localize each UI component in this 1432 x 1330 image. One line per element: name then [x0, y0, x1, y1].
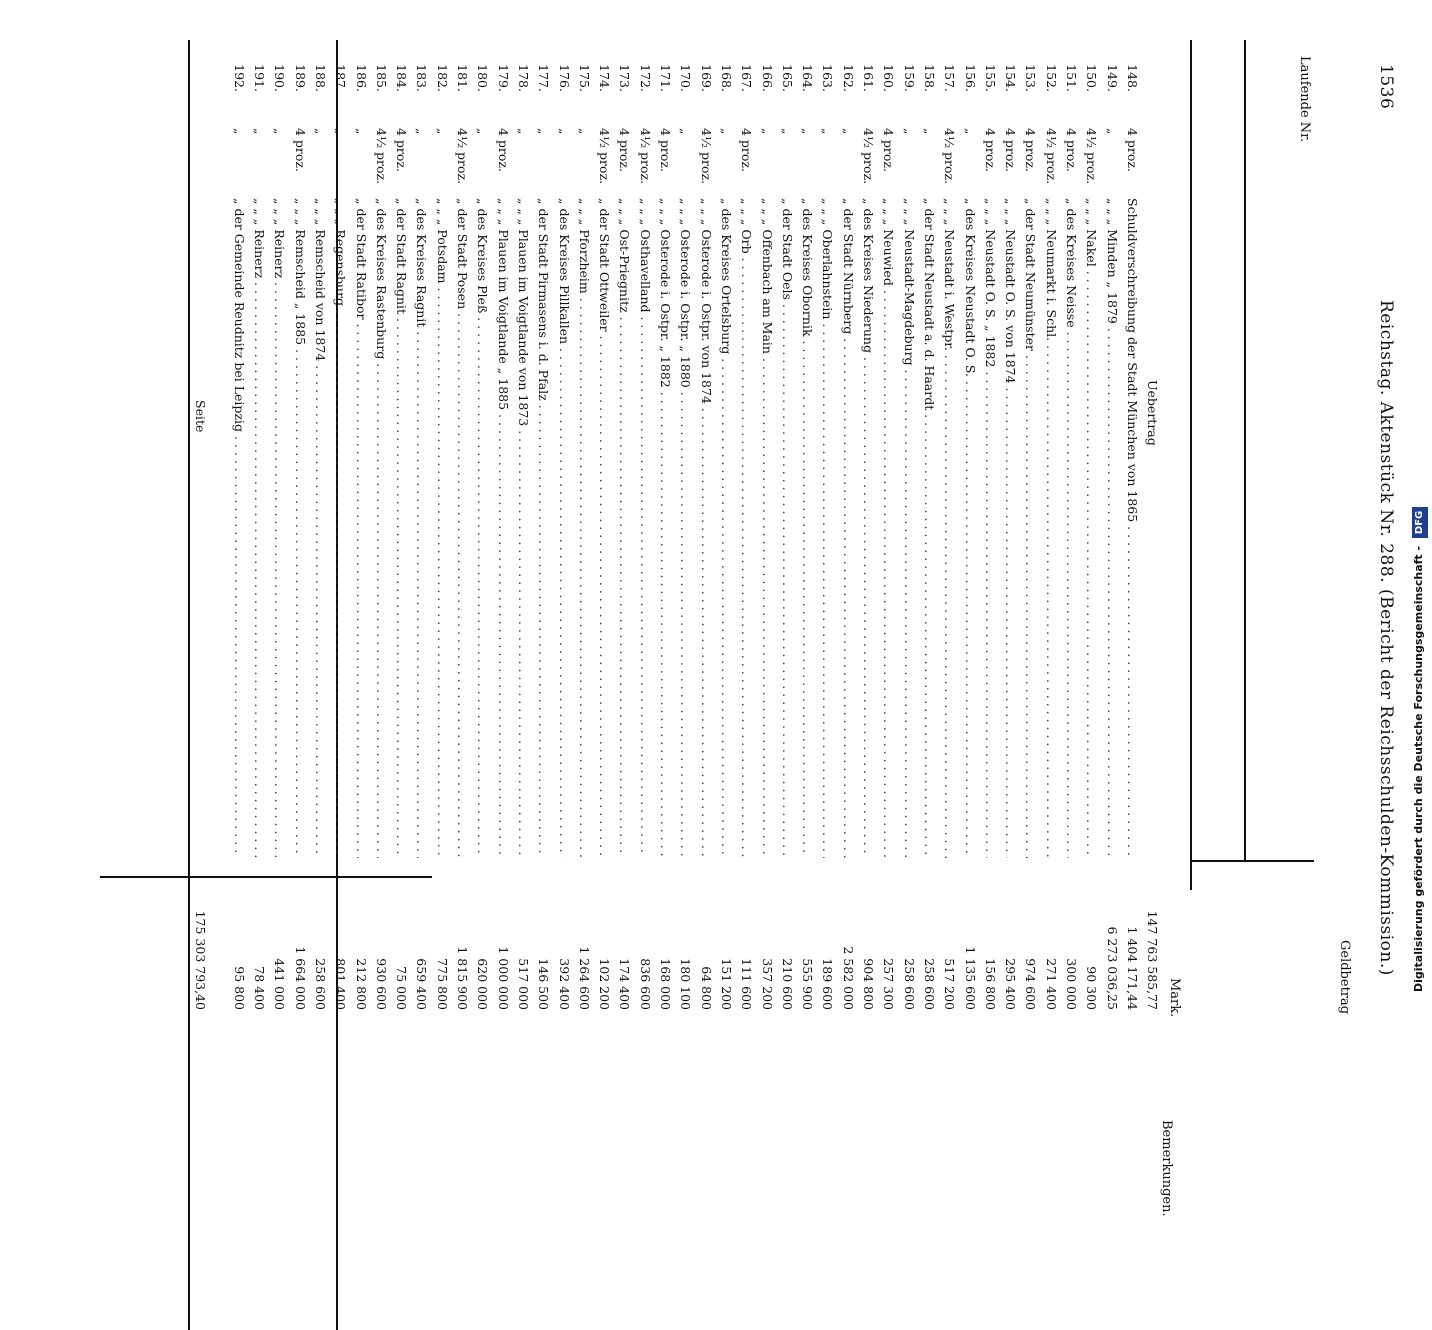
row-description: „ „ „ Reinerz . . .	[249, 198, 269, 858]
row-rate: 4 proz.	[739, 128, 755, 172]
row-number: 186.	[353, 64, 369, 92]
row-rate: „	[922, 128, 937, 135]
row-number: 181.	[455, 64, 471, 92]
table-row	[899, 0, 919, 1010]
row-number: 173.	[617, 64, 633, 92]
table-row	[1041, 0, 1061, 1010]
row-number: 187.	[333, 64, 349, 92]
table-row	[1081, 0, 1101, 1010]
row-description: „ des Kreises Rastenburg . . .	[371, 198, 391, 858]
column-header-unit: Mark.	[1167, 978, 1182, 1018]
row-number: 154.	[1003, 64, 1019, 92]
digitization-credit	[1408, 0, 1430, 992]
row-amount: 357 200	[759, 958, 775, 1010]
row-rate: „	[678, 128, 694, 135]
row-rate: 4½ proz.	[637, 128, 653, 185]
row-rate: „	[231, 128, 247, 135]
carry-forward-label: Uebertrag	[1145, 380, 1160, 446]
row-number: 157.	[942, 64, 958, 92]
row-number: 170.	[678, 64, 694, 92]
row-description: „ des Kreises Neisse . . .	[1061, 198, 1081, 858]
row-amount: 392 400	[556, 958, 572, 1010]
row-description: „ „ „ Ost-Priegnitz . . .	[615, 198, 635, 858]
row-amount: 555 900	[800, 958, 816, 1010]
row-rate: 4½ proz.	[942, 128, 958, 185]
row-number: 159.	[901, 64, 917, 92]
row-amount: 156 800	[982, 958, 998, 1010]
row-number: 184.	[394, 64, 410, 92]
row-number: 156.	[962, 64, 978, 92]
row-number: 189.	[292, 64, 308, 92]
row-description: „ „ „ Neumarkt i. Schl. . . .	[1041, 198, 1061, 858]
table-row	[574, 0, 594, 1010]
row-amount: 1 000 000	[495, 946, 511, 1010]
number-column-end-rule	[1190, 860, 1314, 862]
row-number: 148.	[1125, 64, 1140, 92]
row-number: 183.	[414, 64, 430, 92]
row-number: 162.	[840, 64, 856, 92]
row-number: 192.	[231, 64, 247, 92]
row-description: „ der Gemeinde Reudnitz bei Leipzig . . .	[229, 198, 249, 858]
row-rate: „	[414, 128, 430, 135]
header-bottom-rule	[1191, 40, 1193, 890]
row-description: „ der Stadt Neustadt a. d. Haardt . . .	[919, 198, 939, 858]
table-row	[716, 0, 736, 1010]
table-row	[412, 0, 432, 1010]
row-description: „ „ „ Osterode i. Ostpr. von 1874 . . .	[696, 198, 716, 858]
row-description: „ des Kreises Neustadt O. S. . . .	[960, 198, 980, 858]
row-amount: 257 300	[881, 958, 897, 1010]
row-number: 171.	[658, 64, 674, 92]
table-row	[1061, 0, 1081, 1010]
row-description: „ „ „ Osthavelland . . .	[635, 198, 655, 858]
row-amount: 174 400	[617, 958, 633, 1010]
row-rate: „	[313, 128, 328, 135]
row-amount: 168 000	[658, 958, 674, 1010]
row-rate: „	[840, 128, 856, 135]
table-row	[675, 0, 695, 1010]
row-rate: 4 proz.	[292, 128, 308, 172]
row-number: 151.	[1064, 64, 1080, 92]
row-description: „ „ „ Plauen im Voigtlande von 1873 . . .	[513, 198, 533, 858]
row-rate: „	[556, 128, 572, 135]
table-row	[371, 0, 391, 1010]
row-rate: „	[901, 128, 917, 135]
table-row	[432, 0, 452, 1010]
table-row	[493, 0, 513, 1010]
row-rate: 4½ proz.	[373, 128, 389, 185]
column-header-amount: Geldbetrag	[1337, 940, 1352, 1015]
row-amount: 517 200	[942, 958, 958, 1010]
row-description: „ „ „ Osterode i. Ostpr. „ 1882 . . .	[655, 198, 675, 858]
row-description: „ „ „ Oberlahnstein . . .	[818, 198, 838, 858]
dfg-logo: DFG	[1412, 507, 1428, 538]
row-rate: 4½ proz.	[861, 128, 877, 185]
row-number: 164.	[800, 64, 816, 92]
row-amount: 1 264 600	[576, 946, 592, 1010]
row-number: 172.	[637, 64, 653, 92]
row-description: „ des Kreises Ortelsburg . . .	[716, 198, 736, 858]
row-number: 174.	[597, 64, 613, 92]
row-rate: 4 proz.	[495, 128, 511, 172]
row-rate: „	[475, 128, 491, 135]
row-amount: 2 582 000	[840, 946, 856, 1010]
carry-forward-amount: 147 763 585,77	[1145, 910, 1160, 1010]
row-rate: „	[536, 128, 552, 135]
row-amount: 146 500	[536, 958, 552, 1010]
row-amount: 441 000	[272, 958, 288, 1010]
row-number: 179.	[495, 64, 511, 92]
table-row	[818, 0, 838, 1010]
row-rate: 4 proz.	[394, 128, 410, 172]
table-row	[960, 0, 980, 1010]
row-description: „ „ „ Osterode i. Ostpr. „ 1880 . . .	[675, 198, 695, 858]
row-number: 150.	[1084, 64, 1100, 92]
row-description: „ „ „ Potsdam . . .	[432, 198, 452, 858]
row-description: „ „ „ Neustadt O. S. von 1874 . . .	[1000, 198, 1020, 858]
table-row	[655, 0, 675, 1010]
row-rate: „	[759, 128, 775, 135]
row-description: „ des Kreises Pleß . . .	[472, 198, 492, 858]
row-amount: 930 600	[373, 958, 389, 1010]
row-number: 166.	[759, 64, 775, 92]
table-row	[533, 0, 553, 1010]
column-header-number: Laufende Nr.	[1297, 56, 1312, 143]
table-row	[472, 0, 492, 1010]
row-description: „ des Kreises Obornik . . .	[797, 198, 817, 858]
row-description: „ „ „ Neuwied . . .	[878, 198, 898, 858]
table-row	[635, 0, 655, 1010]
table-row	[310, 0, 330, 1010]
carry-forward-row	[1142, 0, 1162, 1010]
table-row	[615, 0, 635, 1010]
table-row	[1021, 0, 1041, 1010]
row-amount: 189 600	[820, 958, 836, 1010]
row-amount: 904 800	[861, 958, 877, 1010]
row-rate: „	[1104, 128, 1120, 135]
table-row	[696, 0, 716, 1010]
row-number: 190.	[272, 64, 288, 92]
row-number: 177.	[536, 64, 552, 92]
row-description: „ „ „ Neustadt i. Westpr. . . .	[939, 198, 959, 858]
row-rate: 4½ proz.	[597, 128, 613, 185]
row-number: 168.	[719, 64, 734, 92]
row-amount: 1 404 171,44	[1125, 926, 1140, 1010]
row-number: 153.	[1023, 64, 1039, 92]
table-row	[391, 0, 411, 1010]
row-description: „ der Stadt Pirmasens i. d. Pfalz . . .	[533, 198, 553, 858]
table-row	[1122, 0, 1142, 1010]
row-description: „ „ „ Neustadt O. S. „ 1882 . . .	[980, 198, 1000, 858]
row-rate: 4 proz.	[881, 128, 897, 172]
row-amount: 212 800	[353, 958, 369, 1010]
row-number: 185.	[373, 64, 389, 92]
row-rate: „	[434, 128, 450, 135]
row-description: „ der Stadt Ratibor . . .	[351, 198, 371, 858]
table-row	[513, 0, 533, 1010]
row-amount: 151 200	[719, 958, 734, 1010]
row-number: 178.	[516, 64, 531, 92]
row-amount: 111 600	[739, 958, 755, 1010]
credit-text: Digitalisierung gefördert durch die Deutsche Forschungsgemeinschaft -	[1412, 545, 1425, 992]
table-row	[452, 0, 472, 1010]
row-rate: 4 proz.	[617, 128, 633, 172]
row-amount: 300 000	[1064, 958, 1080, 1010]
row-amount: 75 000	[394, 966, 410, 1010]
table-row	[797, 0, 817, 1010]
table-row	[858, 0, 878, 1010]
column-header-remarks: Bemerkungen.	[1159, 1120, 1174, 1217]
row-description: „ des Kreises Niederung . . .	[858, 198, 878, 858]
row-rate: 4½ proz.	[455, 128, 471, 185]
table-row	[249, 0, 269, 1010]
table-row	[330, 0, 350, 1010]
table-row	[736, 0, 756, 1010]
table-row	[554, 0, 574, 1010]
row-rate: 4 proz.	[982, 128, 998, 172]
row-amount: 102 200	[597, 958, 613, 1010]
row-description: „ der Stadt Ragnit . . .	[391, 198, 411, 858]
row-description: „ „ „ Pforzheim . . .	[574, 198, 594, 858]
row-amount: 64 800	[698, 966, 714, 1010]
row-number: 182.	[434, 64, 450, 92]
row-rate: 4 proz.	[658, 128, 674, 172]
row-amount: 6 273 036,25	[1104, 926, 1120, 1010]
row-amount: 258 600	[901, 958, 917, 1010]
row-rate: „	[252, 128, 268, 135]
row-description: „ der Stadt Ottweiler . . .	[594, 198, 614, 858]
row-description: „ der Stadt Oels . . .	[777, 198, 797, 858]
row-amount: 95 800	[231, 966, 247, 1010]
page-total-row	[190, 0, 210, 1010]
table-row	[919, 0, 939, 1010]
table-row	[269, 0, 289, 1010]
row-description: „ der Stadt Nürnberg . . .	[838, 198, 858, 858]
row-amount: 90 300	[1084, 966, 1100, 1010]
row-amount: 295 400	[1003, 958, 1019, 1010]
row-rate: „	[576, 128, 592, 135]
page-total-amount: 175 303 793,40	[193, 910, 208, 1010]
row-number: 155.	[982, 64, 998, 92]
row-amount: 620 000	[475, 958, 491, 1010]
row-amount: 180 100	[678, 958, 694, 1010]
row-number: 176.	[556, 64, 572, 92]
row-amount: 1 664 000	[292, 946, 308, 1010]
row-description: „ der Stadt Neumünster . . .	[1021, 198, 1041, 858]
row-rate: 4 proz.	[1003, 128, 1019, 172]
row-rate: 4 proz.	[1064, 128, 1080, 172]
row-rate: „	[353, 128, 369, 135]
row-description: „ „ „ Offenbach am Main . . .	[757, 198, 777, 858]
table-row	[939, 0, 959, 1010]
row-number: 165.	[779, 64, 795, 92]
row-number: 169.	[698, 64, 714, 92]
row-rate: 4 proz.	[1023, 128, 1039, 172]
page-total-label: Seite	[193, 400, 208, 433]
table-row	[1000, 0, 1020, 1010]
row-rate: „	[516, 128, 531, 135]
row-amount: 974 600	[1023, 958, 1039, 1010]
row-rate: 4½ proz.	[698, 128, 714, 185]
row-number: 167.	[739, 64, 755, 92]
row-amount: 78 400	[252, 966, 268, 1010]
row-number: 188.	[313, 64, 328, 92]
page-title: Reichstag. Aktenstück Nr. 288. (Bericht der Reichsschulden-Kommission.)	[1376, 300, 1396, 976]
row-number: 191.	[252, 64, 268, 92]
row-amount: 1 815 900	[455, 946, 471, 1010]
table-row	[1102, 0, 1122, 1010]
page-number: 1536	[1376, 64, 1396, 110]
row-rate: „	[719, 128, 734, 135]
row-rate: „	[962, 128, 978, 135]
row-rate: „	[820, 128, 836, 135]
row-rate: „	[800, 128, 816, 135]
table-top-rule	[1245, 40, 1247, 860]
row-description: „ „ „ Neustadt-Magdeburg . . .	[899, 198, 919, 858]
row-rate: „	[779, 128, 795, 135]
row-rate: 4 proz.	[1125, 128, 1140, 172]
row-amount: 271 400	[1043, 958, 1059, 1010]
row-rate: 4½ proz.	[1084, 128, 1100, 185]
table-row	[777, 0, 797, 1010]
row-amount: 210 600	[779, 958, 795, 1010]
table-row	[594, 0, 614, 1010]
row-description: „ „ „ Orb . . .	[736, 198, 756, 858]
row-amount: 836 600	[637, 958, 653, 1010]
row-description: „ „ „ Nakel . . .	[1081, 198, 1101, 858]
row-description: „ „ „ Remscheid von 1874 . . .	[310, 198, 330, 858]
table-row	[351, 0, 371, 1010]
row-description: „ „ „ Regensburg . . .	[330, 198, 350, 858]
row-description: „ „ „ Minden „ 1879 . . .	[1102, 198, 1122, 858]
row-description: „ des Kreises Pillkallen . . .	[554, 198, 574, 858]
row-amount: 258 600	[313, 958, 328, 1010]
row-rate: 4½ proz.	[1043, 128, 1059, 185]
row-number: 161.	[861, 64, 877, 92]
row-number: 163.	[820, 64, 836, 92]
row-description: „ der Stadt Posen . . .	[452, 198, 472, 858]
row-amount: 1 135 600	[962, 946, 978, 1010]
table-row	[838, 0, 858, 1010]
table-row	[878, 0, 898, 1010]
row-description: „ „ „ Remscheid „ 1885 . . .	[290, 198, 310, 858]
row-amount: 258 600	[922, 958, 937, 1010]
row-description: „ „ „ Reinerz . . .	[269, 198, 289, 858]
row-description: „ „ „ Plauen im Voigtlande „ 1885 . . .	[493, 198, 513, 858]
row-amount: 659 400	[414, 958, 430, 1010]
row-number: 158.	[922, 64, 937, 92]
row-number: 175.	[576, 64, 592, 92]
row-description: „ des Kreises Ragnit . . .	[412, 198, 432, 858]
row-number: 149.	[1104, 64, 1120, 92]
row-amount: 775 800	[434, 958, 450, 1010]
table-row	[229, 0, 249, 1010]
row-number: 180.	[475, 64, 491, 92]
row-amount: 801 400	[333, 958, 349, 1010]
row-description: Schuldverschreibung der Stadt München von 1865 . . .	[1122, 198, 1142, 858]
table-row	[290, 0, 310, 1010]
row-rate: „	[333, 128, 349, 135]
row-amount: 517 000	[516, 958, 531, 1010]
row-number: 152.	[1043, 64, 1059, 92]
row-rate: „	[272, 128, 288, 135]
table-row	[757, 0, 777, 1010]
table-row	[980, 0, 1000, 1010]
row-number: 160.	[881, 64, 897, 92]
